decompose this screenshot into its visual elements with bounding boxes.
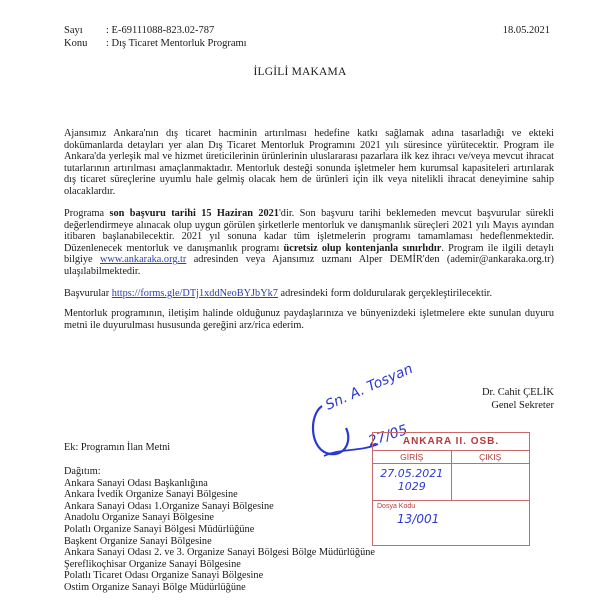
stamp-giris-cell bbox=[373, 464, 451, 500]
sayi-value: : E-69111088-823.02-787 bbox=[106, 25, 215, 36]
p2-text-e: . Program ile ilgili detaylı bilgiye bbox=[64, 242, 554, 266]
sayi-label: Sayı bbox=[64, 25, 83, 36]
list-item: Ankara İvedik Organize Sanayi Bölgesine bbox=[64, 489, 238, 501]
konu-label: Konu bbox=[64, 38, 88, 49]
stamp-dosya-hand: 13/001 bbox=[397, 512, 440, 526]
document-meta bbox=[64, 24, 247, 50]
distribution-label: Dağıtım: bbox=[64, 466, 101, 477]
list-item: Ankara Sanayi Odası 2. ve 3. Organize Sanayi Bölgesi Bölge Müdürlüğüne bbox=[64, 547, 375, 559]
paragraph-intro: Ajansımız Ankara'nın dış ticaret hacminin artırılması hedefine katkı sağlamak adına tasarladığı ve ekteki dokümanlarda detayları yer alan Dış Ticaret Mentorluk Programını 2021 yılı süresince yürütecektir. Program ile Ankara'da yerleşik mal ve hizmet üreticilerinin ürünlerinin uluslararası pazarlara ilk kez ihracı ve/veya mevcut ihracat tutarlarının artırılması amaçlanmaktadır. Mentorluk desteği sonunda işletmeler hem kurumsal kapasiteleri artırılarak dış ticaret süreçlerine uyumlu hale gelmiş olacak hem de ürünleri için ilk veya nitelikli ihracat deneyimine sahip olacaklardır. bbox=[64, 128, 554, 197]
list-item: Polatlı Organize Sanayi Bölgesi Müdürlüğüne bbox=[64, 523, 255, 535]
list-item: Başkent Organize Sanayi Bölgesine bbox=[64, 535, 212, 547]
konu-value: : Dış Ticaret Mentorluk Programı bbox=[106, 38, 247, 49]
stamp-giris-label: GİRİŞ bbox=[400, 452, 424, 462]
signature-block bbox=[420, 386, 554, 412]
p2-text-c: 'dir. Son başvuru tarihi beklemeden mevcut başvurular sürekli değerlendirmeye alınacak olup uygun görülen şirketlerle mentorluk ve danışmanlık süreçleri 2021 yılı Mayıs ayından itibaren başlanabilecektir. 2021 yıl sonuna kadar tüm işletmelerin programı tamamlaması hedeflenmektedir. Düzenlenecek mentorluk ve danışmanlık programı bbox=[64, 208, 555, 254]
stamp-org: ANKARA II. OSB. bbox=[373, 433, 529, 451]
handwriting-loop bbox=[313, 406, 348, 454]
page-title: İLGİLİ MAKAMA bbox=[253, 66, 347, 78]
deadline-text: son başvuru tarihi 15 Haziran 2021 bbox=[109, 208, 279, 219]
p2-text-a: Programa bbox=[64, 208, 110, 219]
list-item: Ostim Organize Sanayi Bölge Müdürlüğüne bbox=[64, 581, 246, 593]
incoming-stamp bbox=[372, 432, 530, 546]
stamp-cikis-cell bbox=[451, 464, 530, 500]
handwritten-name: Sn. A. Tosyan bbox=[323, 360, 416, 414]
list-item: Polatlı Ticaret Odası Organize Sanayi Bölgesine bbox=[64, 570, 264, 582]
stamp-header-row bbox=[373, 451, 529, 464]
stamp-value-row bbox=[373, 464, 529, 501]
free-limited-text: ücretsiz olup kontenjanla sınırlıdır bbox=[283, 242, 442, 254]
form-link[interactable]: https://forms.gle/DTj1xddNeoBYJbYk7 bbox=[111, 288, 278, 299]
paragraph-request: Mentorluk programının, iletişim halinde olduğunuz paydaşlarınıza ve bünyenizdeki işletmelere ekte sunulan duyuru metni ile duyurulması hususunda gereğini arz/rica ederim. bbox=[64, 308, 554, 331]
website-link[interactable]: www.ankaraka.org.tr bbox=[99, 254, 187, 266]
stamp-dosya-label: Dosya Kodu bbox=[377, 503, 416, 510]
stamp-cikis-label: ÇIKIŞ bbox=[451, 451, 530, 463]
document-date: 18.05.2021 bbox=[502, 25, 550, 36]
list-item: Anadolu Organize Sanayi Bölgesine bbox=[64, 512, 214, 524]
attachment-line: Ek: Programın İlan Metni bbox=[64, 442, 171, 453]
list-item: Ankara Sanayi Odası 1.Organize Sanayi Bölgesine bbox=[64, 500, 274, 512]
handwritten-date: 27/05 bbox=[366, 422, 410, 450]
paragraph-deadline bbox=[64, 208, 554, 278]
signatory-role: Genel Sekreter bbox=[491, 400, 554, 411]
stamp-dosya-row bbox=[373, 501, 529, 531]
list-item: Ankara Sanayi Odası Başkanlığına bbox=[64, 477, 208, 489]
paragraph-application bbox=[64, 288, 554, 300]
stamp-date-hand: 27.05.2021 bbox=[380, 467, 444, 480]
stamp-no-hand: 1029 bbox=[397, 480, 426, 493]
list-item: Şereflikoçhisar Organize Sanayi Bölgesine bbox=[64, 558, 241, 570]
distribution-list bbox=[64, 466, 375, 594]
signatory-name: Dr. Cahit ÇELİK bbox=[481, 387, 554, 398]
p3-text-b: adresindeki form doldurularak gerçekleştirilecektir. bbox=[277, 288, 493, 299]
p2-text-f: adresinden veya Ajansımız uzmanı Alper DEMİR'den (ademir@ankaraka.org.tr) ulaşılabilmektedir. bbox=[64, 254, 554, 277]
p3-text-a: Başvurular bbox=[64, 288, 112, 299]
